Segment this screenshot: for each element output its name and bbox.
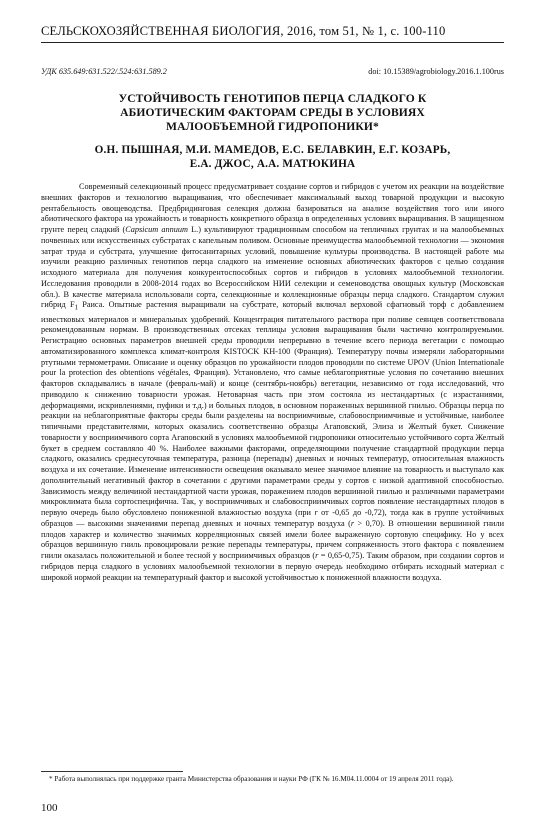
abstract-text xyxy=(41,182,504,583)
author-list xyxy=(41,143,504,171)
journal-citation: СЕЛЬСКОХОЗЯЙСТВЕННАЯ БИОЛОГИЯ, 2016, том 51, № 1, с. 100-110 xyxy=(41,24,446,38)
subscript: 1 xyxy=(74,304,79,312)
article-page xyxy=(41,24,504,583)
authors-line: О.Н. ПЫШНАЯ, М.И. МАМЕДОВ, Е.С. БЕЛАВКИН, Е.Г. КОЗАРЬ, xyxy=(94,143,451,156)
abstract-segment: = 0,65-0,75). Таким образом, при создании сортов и гибридов перца сладкого в условиях малообъемной технологии в первую очередь необходимо отбирать исходный материал с широкой нормой реакции на температурный фактор и высокой устойчивостью к пониженной влажности воздуха. xyxy=(41,551,504,582)
abstract-segment: от -0,65 до -0,72), тогда как в группе устойчивых образцов — высокими значениями перепад дневных и ночных температур воздуха ( xyxy=(41,508,505,528)
udk-code: УДК 635.649:631.522/.524:631.589.2 xyxy=(41,67,167,76)
article-meta xyxy=(41,67,504,76)
abstract-segment: > 0,70). В отношении вершинной гнили плодов характер и количество значимых корреляционных связей имели более выраженную сортовую специфику. Но у всех образцов вершинную гниль провоцировали резкие перепады температуры, причем сопряженность этого фактора с появлением гнили оказалась положительной и более тесной у восприимчивых образцов ( xyxy=(41,518,504,561)
correlation-symbol: r xyxy=(314,508,318,518)
authors-line: Е.А. ДЖОС, А.А. МАТЮКИНА xyxy=(189,157,356,170)
footnote-divider xyxy=(41,771,183,772)
title-line: УСТОЙЧИВОСТЬ ГЕНОТИПОВ ПЕРЦА СЛАДКОГО К xyxy=(118,92,427,105)
journal-header xyxy=(41,24,504,43)
article-title xyxy=(41,92,504,135)
abstract-segment: L.) культивируют традиционным способом на тепличных грунтах и на малообъемных почвенных или искусственных субстратах с капельным поливом. Основные преимущества малообъемной технологии — экономия затрат труда и субстрата, улучшение фитосанитарных условий, повышение культуры производства. В настоящей работе мы изучили реакцию различных генотипов перца сладкого на изменение основных абиотических факторов с целью создания исходного материала для получения конкурентоспособных сортов и гибридов в условиях малообъемной технологии. Исследования проводили в 2008-2014 годах во Всероссийском НИИ селекции и семеноводства овощных культур (Московская обл.). В качестве материала использовали сорта, селекционные и коллекционные образцы перца сладкого. Стандартом служил гибрид F xyxy=(41,225,504,310)
correlation-symbol: r xyxy=(350,518,355,528)
footnote: * Работа выполнялась при поддержке гранта Министерства образования и науки РФ (ГК № 16.М04.11.0004 от 19 апреля 2011 года). xyxy=(49,775,454,783)
correlation-symbol: r xyxy=(315,551,319,561)
page-number: 100 xyxy=(41,802,58,814)
title-line: МАЛООБЪЕМНОЙ ГИДРОПОНИКИ* xyxy=(166,120,379,134)
species-name: Capsicum annuum xyxy=(125,225,188,235)
abstract-segment: Раиса. Опытные растения выращивали на субстрате, который включал верховой сфагновый торф с добавлением известковых материалов и минеральных удобрений. Концентрация питательного раствора при поливе сеянцев соответствовала рекомендованным нормам. В производственных отсеках теплицы условия выращивания были частично контролируемыми. Регистрацию основных параметров внешней среды проводили непрерывно в течение всего периода вегетации с помощью автоматизированного комплекса климат-контроля KISTOCK KH-100 (Франция). Температуру почвы измеряли лабораторными ртутными термометрами. Описание и оценку образцов по урожайности плодов проводили по системе UPOV (Union Internationale pour la protection des obtentions végétales, Франция). Установлено, что самые неблагоприятные условия по сочетанию внешних факторов складывались в начале (февраль-май) и конце (сентябрь-ноябрь) вегетации, независимо от года исследований, что приводило к снижению товарности урожая. Нетоварная часть при этом состояла из нестандартных (с израстаниями, деформациями, искривлениями, пуфики и т.д.) и больных плодов, в основном пораженных вершинной гнилью. Образцы перца по реакции на неблагоприятные факторы среды были разделены на восприимчивые, слабовосприимчивые и устойчивые, наиболее типичными представителями, которых оказались соответственно образцы Агаповский, Элиза и Желтый букет. Снижение товарности у восприимчивого сорта Агаповский в условиях малообъемной гидропоники относительно устойчивого сорта Желтый букет в среднем составляло 40 %. Наиболее важными факторами, определяющими получение стандартной продукции перца сладкого, оказались среднесуточная температура, разница (перепады) дневных и ночных температур, относительная влажность воздуха и их сочетание. Изменение интенсивности освещения оказывало менее значимое влияние на товарность и выступало как дополнительный негативный фактор в сочетании с другими параметрами среды у сортов с низкой адаптивной способностью. Зависимость между величиной нестандартной части урожая, поражением плодов вершинной гнилью и различными параметрами микроклимата была сортоспецифична. Так, у восприимчивых и слабовосприимчивых сортов появление нестандартных плодов в первую очередь было обусловлено пониженной влажностью воздуха (при xyxy=(41,300,504,518)
title-line: АБИОТИЧЕСКИМ ФАКТОРАМ СРЕДЫ В УСЛОВИЯХ xyxy=(120,106,425,120)
doi-link[interactable]: doi: 10.15389/agrobiology.2016.1.100rus xyxy=(368,67,504,76)
abstract-segment: Современный селекционный процесс предусматривает создание сортов и гибридов с учетом их реакции на воздействие внешних факторов и технологию выращивания, что обеспечивает максимальный выход товарной продукции и высокую рентабельность овощеводства. Предбридинговая селекция должна базироваться на анализе воздействия того или иного абиотического фактора на урожайность и товарность конкретного образца в определенных условиях выращивания. В защищенном грунте перец сладкий ( xyxy=(41,182,504,235)
